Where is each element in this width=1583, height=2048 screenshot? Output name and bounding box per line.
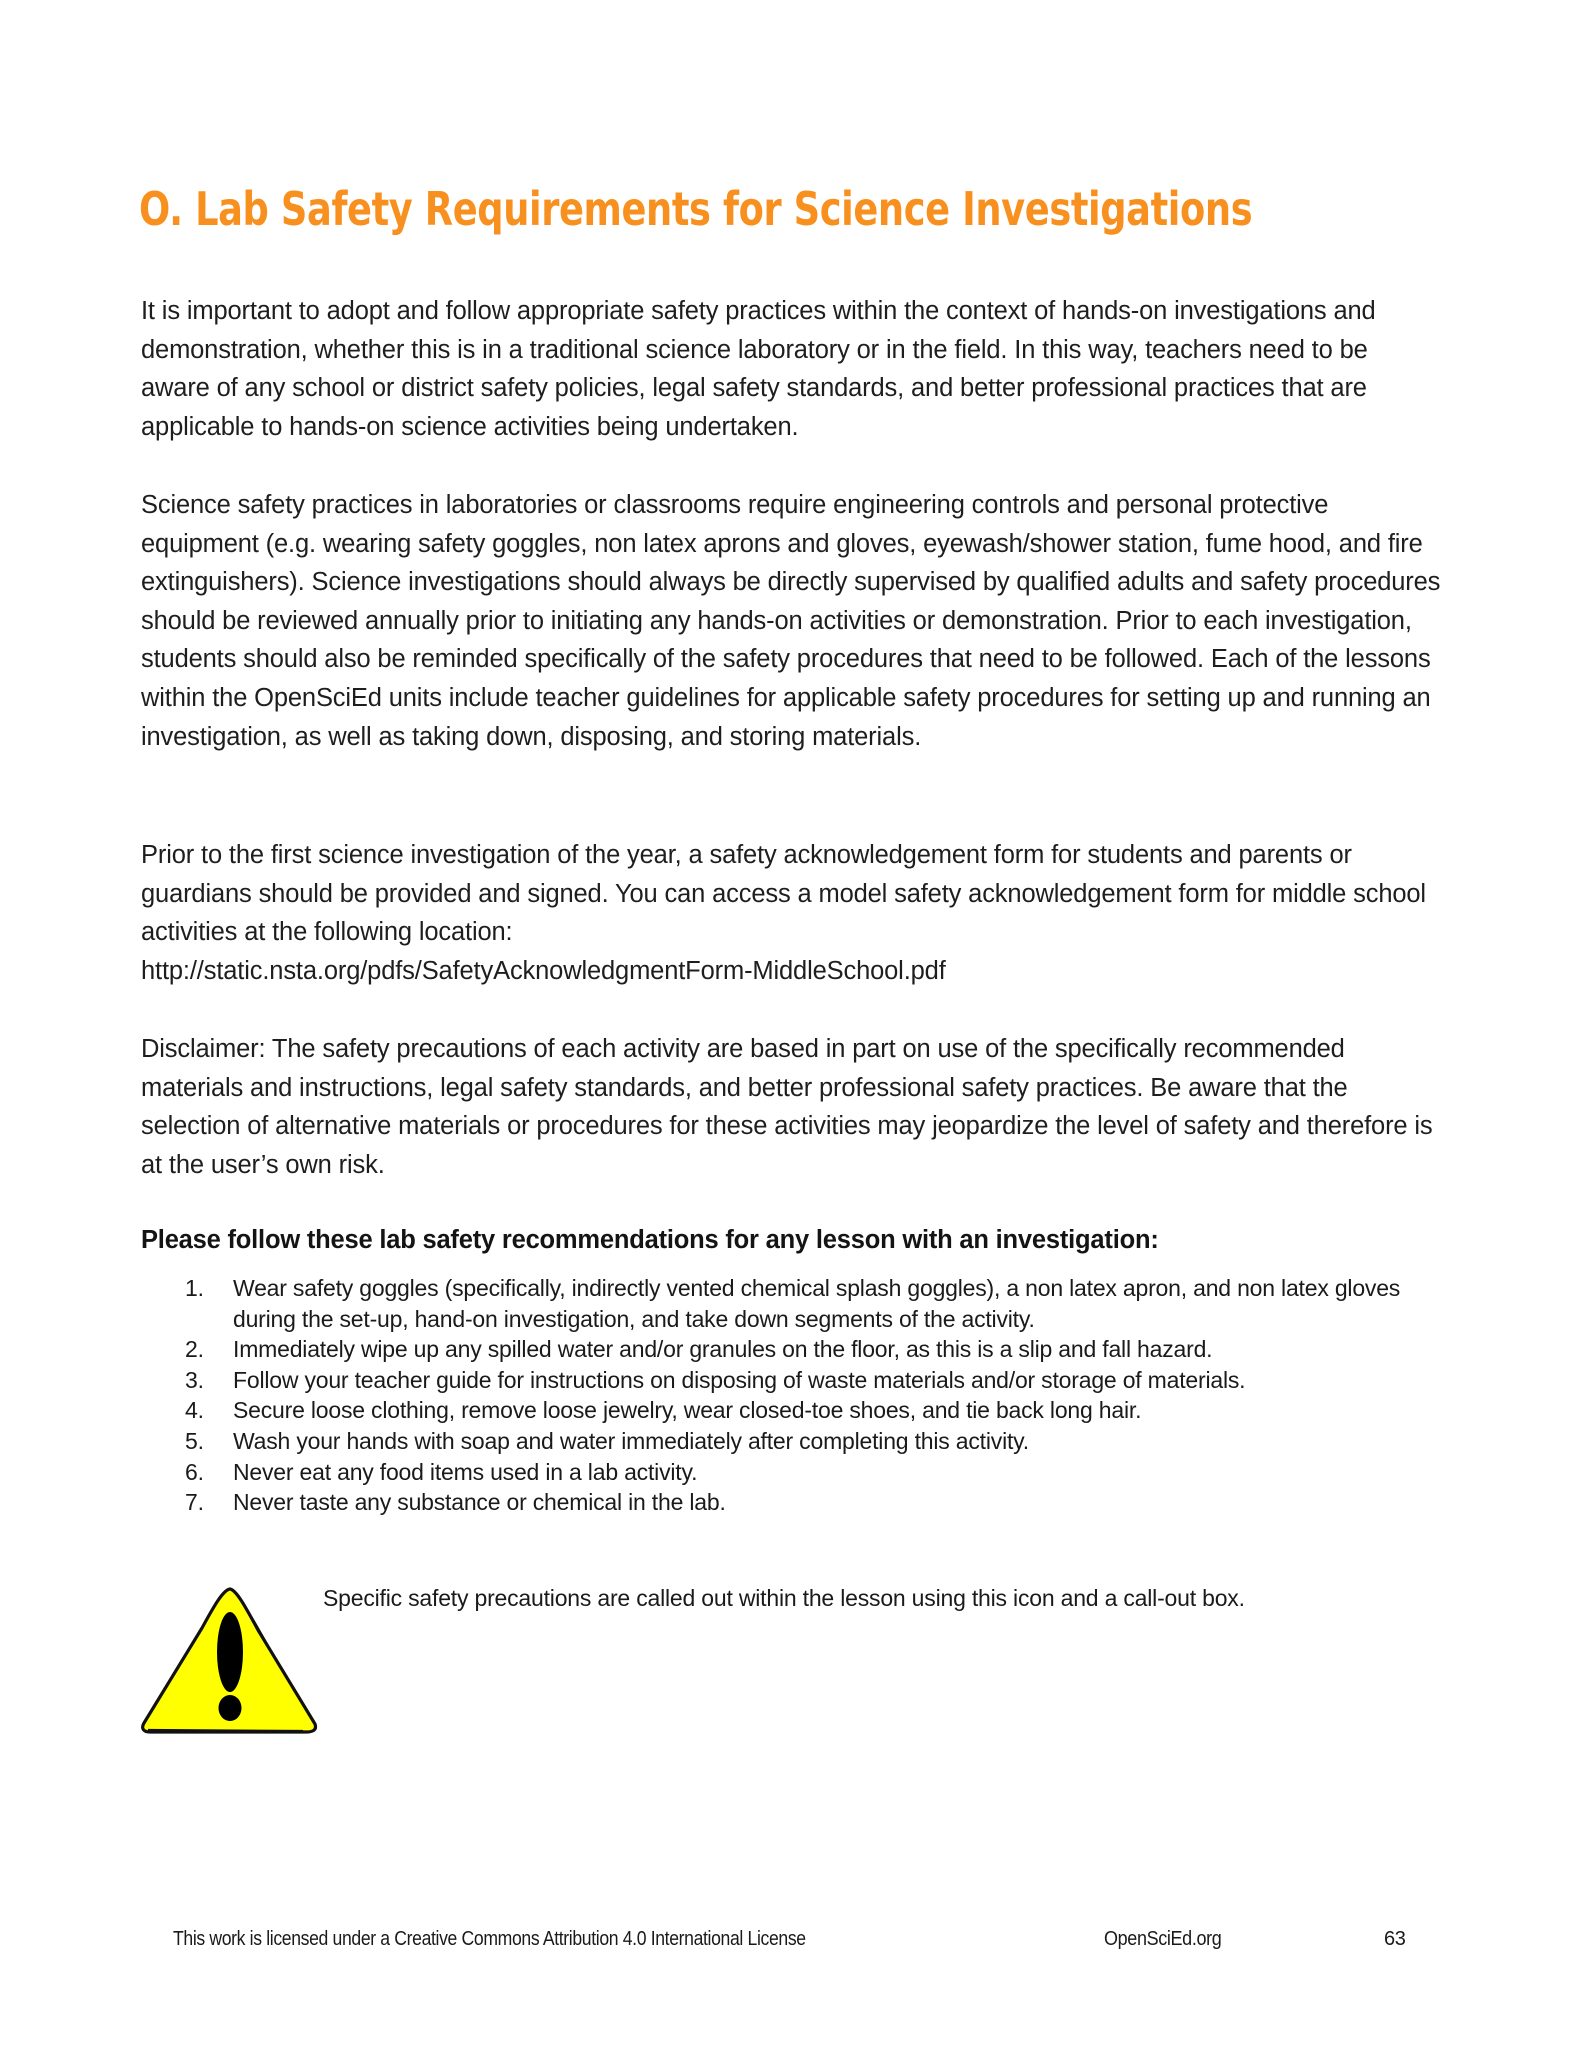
recommendations-heading: Please follow these lab safety recommendations for any lesson with an investigation: [141,1226,1159,1254]
list-item-number: 3. [185,1366,204,1393]
list-item [185,1487,1425,1518]
list-item [185,1273,1425,1334]
safety-practices-paragraph: Science safety practices in laboratories or classrooms require engineering controls and personal protective equipment (e.g. wearing safety goggles, non latex aprons and gloves, eyewash/shower station, fume hood, and fire extinguishers). Science investigations should always be directly supervised by qualified adults and safety procedures should be reviewed annually prior to initiating any hands-on activities or demonstration. Prior to each investigation, students should also be reminded specifically of the safety procedures that need to be followed. Each of the lessons within the OpenSciEd units include teacher guidelines for applicable safety procedures for setting up and running an investigation, as well as taking down, disposing, and storing materials. [141,491,1441,751]
disclaimer-paragraph: Disclaimer: The safety precautions of each activity are based in part on use of the specifically recommended materials and instructions, legal safety standards, and better professional safety practices. Be aware that the selection of alternative materials or procedures for these activities may jeopardize the level of safety and therefore is at the user’s own risk. [141,1035,1433,1179]
list-item [185,1457,1425,1488]
page-title: O. Lab Safety Requirements for Science Investigations [139,182,1253,236]
list-item-number: 6. [185,1458,204,1485]
callout-description: Specific safety precautions are called out within the lesson using this icon and a call-out box. [323,1585,1245,1611]
page-footer [0,1925,1583,1955]
list-item-text: Wear safety goggles (specifically, indirectly vented chemical splash goggles), a non latex apron, and non latex gloves during the set-up, hand-on investigation, and take down segments of the activity. [233,1275,1401,1332]
intro-paragraph: It is important to adopt and follow appropriate safety practices within the context of hands-on investigations and demonstration, whether this is in a traditional science laboratory or in the field. In this way, teachers need to be aware of any school or district safety policies, legal safety standards, and better professional practices that are applicable to hands-on science activities being undertaken. [141,297,1376,441]
license-notice[interactable]: This work is licensed under a Creative Commons Attribution 4.0 International License [173,1928,806,1950]
list-item [185,1365,1425,1396]
list-item-number: 4. [185,1397,204,1424]
warning-triangle-icon [138,1584,322,1736]
page-number: 63 [1384,1928,1406,1950]
list-item-text: Wash your hands with soap and water immediately after completing this activity. [233,1427,1029,1454]
list-item-text: Never taste any substance or chemical in the lab. [233,1489,726,1516]
site-link[interactable]: OpenSciEd.org [1104,1928,1222,1950]
list-item-text: Never eat any food items used in a lab activity. [233,1458,698,1485]
list-item-number: 7. [185,1489,204,1516]
list-item [185,1334,1425,1365]
list-item [185,1395,1425,1426]
list-item-text: Immediately wipe up any spilled water and/or granules on the floor, as this is a slip and fall hazard. [233,1336,1213,1363]
acknowledgement-form-link[interactable]: http://static.nsta.org/pdfs/SafetyAcknowledgmentForm-MiddleSchool.pdf [141,956,946,985]
list-item-number: 5. [185,1427,204,1454]
list-item-text: Follow your teacher guide for instructions on disposing of waste materials and/or storage of materials. [233,1366,1246,1393]
list-item-number: 2. [185,1336,204,1363]
list-item-text: Secure loose clothing, remove loose jewelry, wear closed-toe shoes, and tie back long hair. [233,1397,1142,1424]
list-item [185,1426,1425,1457]
acknowledgement-form-paragraph [141,836,1441,990]
recommendations-list [185,1273,1425,1518]
list-item-number: 1. [185,1275,204,1301]
acknowledgement-form-text: Prior to the first science investigation of the year, a safety acknowledgement form for students and parents or guardians should be provided and signed. You can access a model safety acknowledgement form for middle school activities at the following location: [141,841,1426,947]
